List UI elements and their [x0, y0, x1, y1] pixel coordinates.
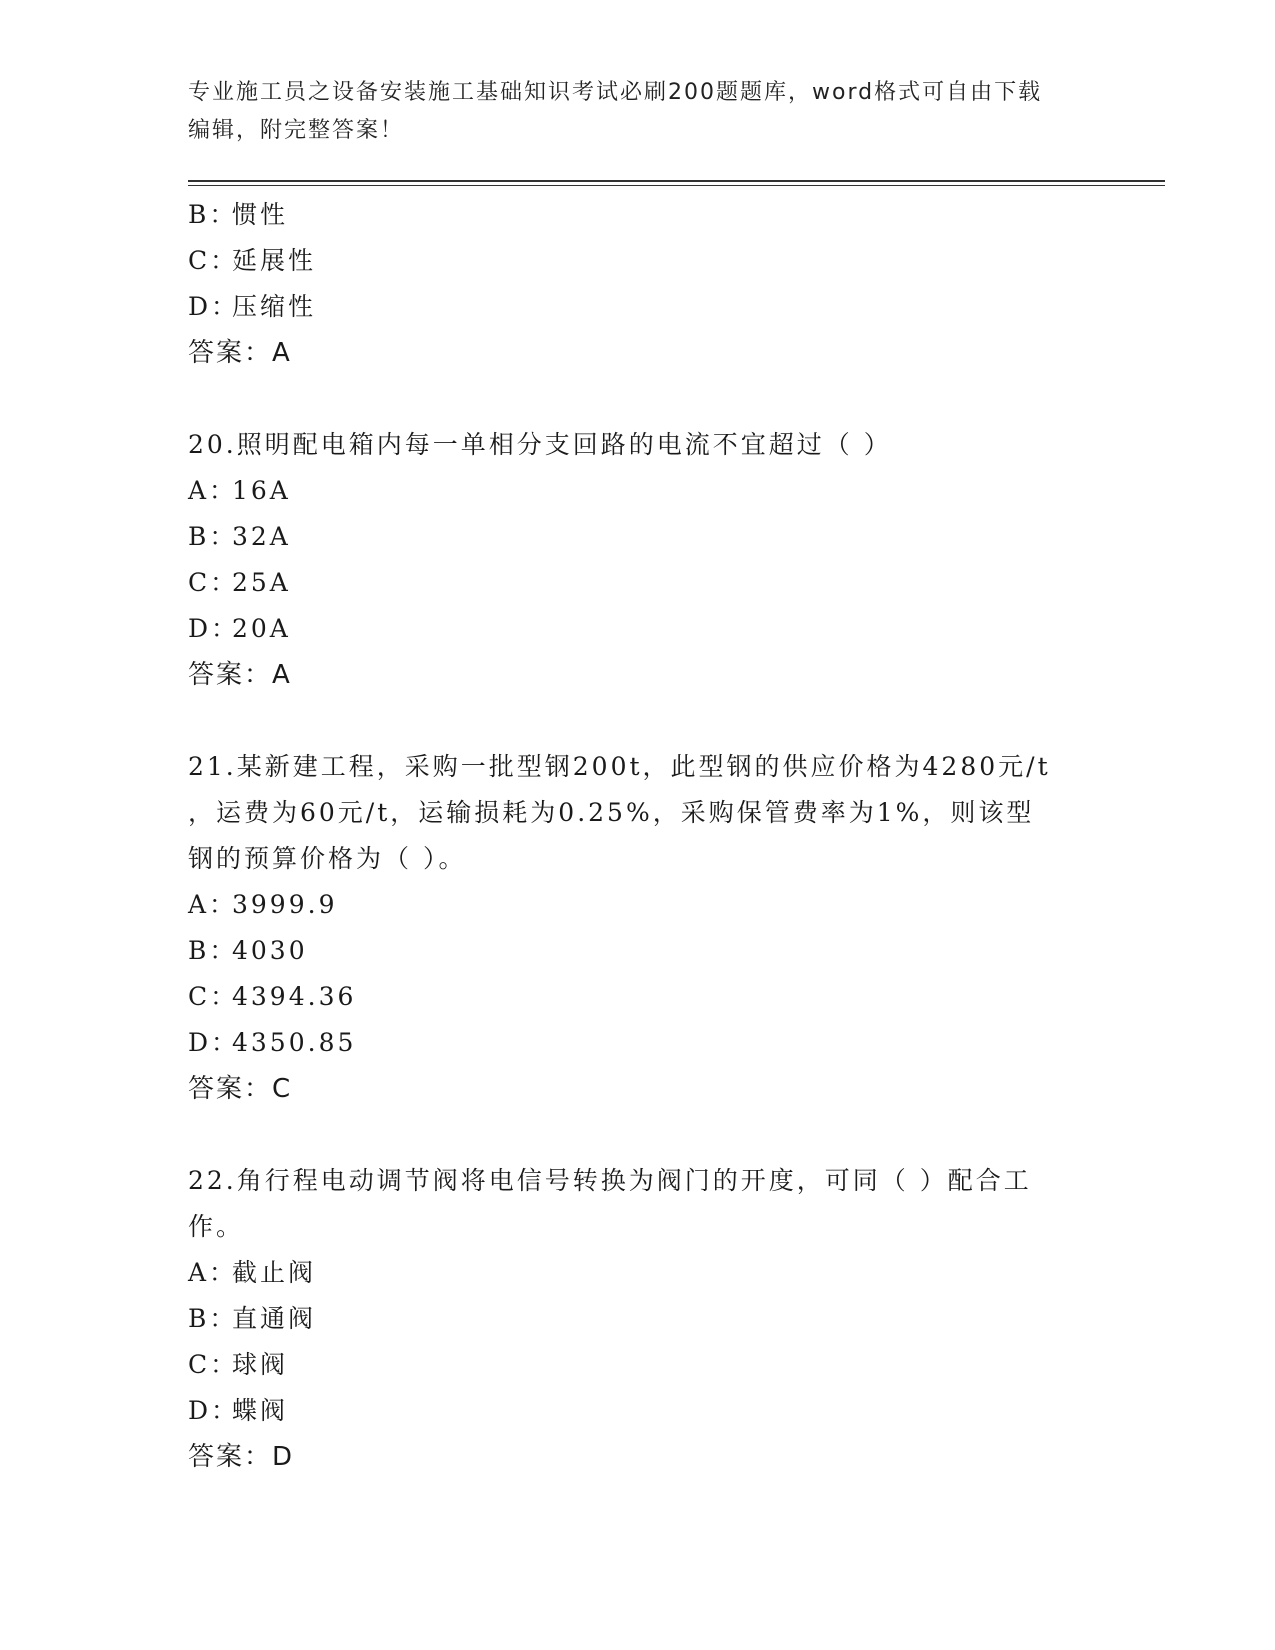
- option-c: C：球阀: [188, 1350, 289, 1379]
- option-c: C：4394.36: [188, 982, 357, 1011]
- option-b: B：32A: [188, 522, 291, 551]
- question-19: [188, 192, 1068, 376]
- option-b: B：惯性: [188, 200, 289, 229]
- option-b: B：4030: [188, 936, 308, 965]
- header-title-line-1: 专业施工员之设备安装施工基础知识考试必刷200题题库，word格式可自由下载: [188, 80, 1043, 105]
- header-title-line-2: 编辑，附完整答案！: [188, 118, 405, 143]
- header-divider-thick: [188, 180, 1165, 182]
- document-header: [188, 74, 1068, 150]
- option-a: A：16A: [188, 476, 291, 505]
- question-list: [188, 192, 1068, 1480]
- question-21-stem-line-3: 钢的预算价格为（ ）。: [188, 844, 467, 873]
- answer-21: 答案：C: [188, 1074, 293, 1104]
- option-a: A：3999.9: [188, 890, 338, 919]
- option-d: D：20A: [188, 614, 291, 643]
- option-d: D：4350.85: [188, 1028, 357, 1057]
- option-a: A：截止阀: [188, 1258, 317, 1287]
- question-21-stem-line-2: ，运费为60元/t，运输损耗为0.25%，采购保管费率为1%，则该型: [188, 798, 1035, 827]
- question-22-stem-line-2: 作。: [188, 1212, 245, 1241]
- option-c: C：延展性: [188, 246, 317, 275]
- answer-22: 答案：D: [188, 1442, 295, 1472]
- answer-19: 答案：A: [188, 338, 292, 368]
- question-22: [188, 1158, 1068, 1480]
- question-20: [188, 422, 1068, 698]
- question-21: [188, 744, 1068, 1112]
- question-22-stem-line-1: 22.角行程电动调节阀将电信号转换为阀门的开度，可同（ ）配合工: [188, 1166, 1032, 1195]
- question-20-stem: 20.照明配电箱内每一单相分支回路的电流不宜超过（ ）: [188, 430, 892, 459]
- answer-20: 答案：A: [188, 660, 292, 690]
- header-divider-thin: [188, 185, 1165, 186]
- option-b: B：直通阀: [188, 1304, 317, 1333]
- option-d: D：蝶阀: [188, 1396, 289, 1425]
- option-d: D：压缩性: [188, 292, 317, 321]
- option-c: C：25A: [188, 568, 291, 597]
- question-21-stem-line-1: 21.某新建工程，采购一批型钢200t，此型钢的供应价格为4280元/t: [188, 752, 1051, 781]
